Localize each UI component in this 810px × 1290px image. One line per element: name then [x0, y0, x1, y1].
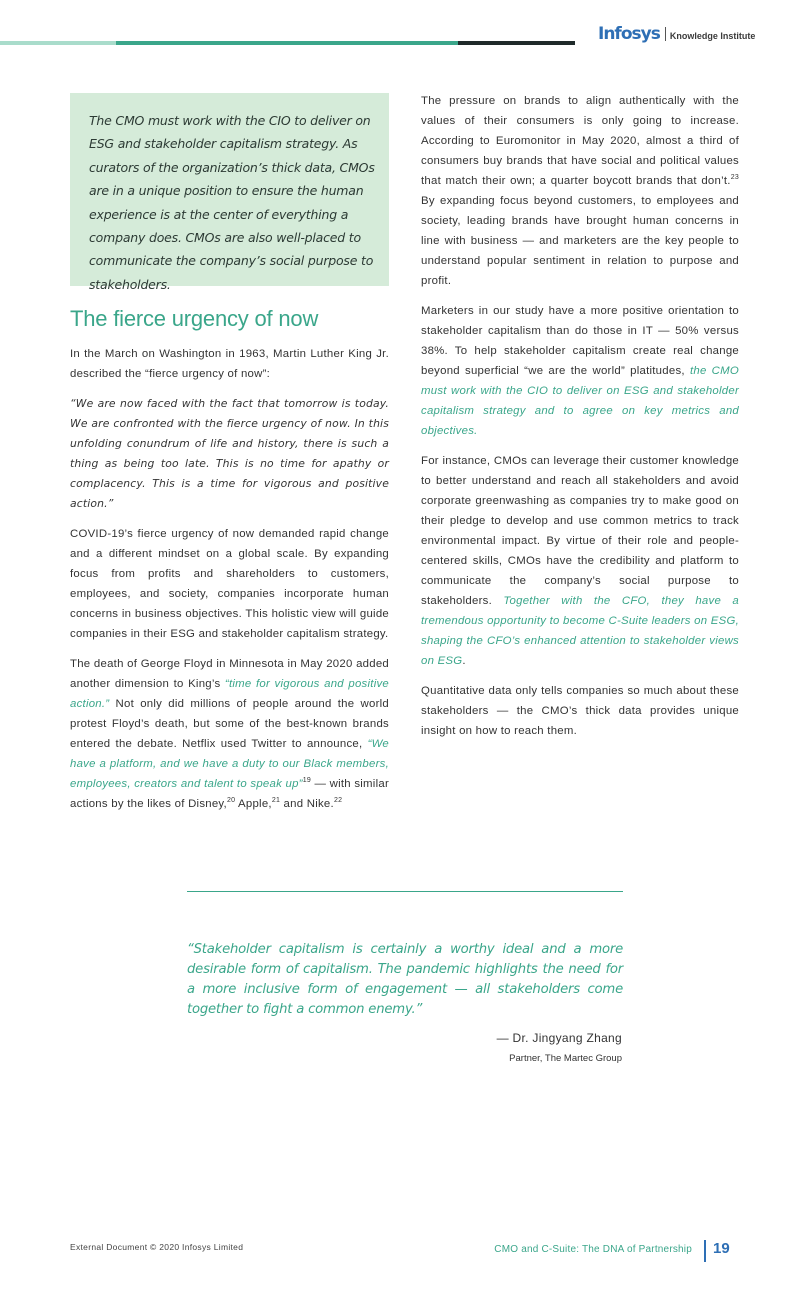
pull-quote-author-role: Partner, The Martec Group [509, 1053, 622, 1064]
left-column [70, 344, 389, 824]
highlight-cmo-cio: the CMO must work with the CIO to deliver on ESG and stakeholder capitalism strategy and to agree on key metrics and objectives. [421, 365, 739, 437]
inline-quote-netflix: “We have a platform, and we have a duty to our Black members, employees, creators and talent to speak up” [70, 738, 389, 790]
paragraph-marketers: Marketers in our study have a more positive orientation to stakeholder capitalism than do those in IT — 50% versus 38%. To help stakeholder capitalism create real change beyond superficial “we are the world” platitudes, the CMO must work with the CIO to deliver on ESG and stakeholder capitalism strategy and to agree on key metrics and objectives. [421, 305, 739, 437]
pull-quote-author: — Dr. Jingyang Zhang [496, 1031, 622, 1045]
highlight-cfo: Together with the CFO, they have a tremendous opportunity to become C-Suite leaders on ESG, shaping the CFO’s enhanced attention to stakeholder views on ESG [421, 595, 739, 667]
brand-header [598, 24, 755, 44]
header-bar-green [116, 41, 458, 45]
footnote-ref: 23 [730, 174, 739, 182]
knowledge-institute-label: Knowledge Institute [669, 31, 756, 41]
footnote-ref: 20 [226, 797, 236, 805]
pull-quote: “Stakeholder capitalism is certainly a worthy ideal and a more desirable form of capitalism. The pandemic highlights the need for a more inclusive form of engagement — all stakeholders come together to fight a common enemy.” [187, 942, 623, 1017]
inline-quote-king: “time for vigorous and positive action.” [70, 678, 389, 710]
footnote-ref: 21 [271, 797, 281, 805]
page-number: 19 [713, 1240, 730, 1257]
pull-quote-rule [187, 891, 623, 892]
infosys-logo: Infosys [598, 24, 660, 44]
brand-divider [665, 27, 666, 41]
header-bar-dark [458, 41, 575, 45]
paragraph-instance: For instance, CMOs can leverage their customer knowledge to better understand and reach all stakeholders and avoid corporate greenwashing as companies try to make good on their pledge to develop and use common metrics to track environmental impact. By virtue of their role and people-centered skills, CMOs have the credibility and platform to communicate the company’s social purpose to stakeholders. Together with the CFO, they have a tremendous opportunity to become C-Suite leaders on ESG, shaping the CFO’s enhanced attention to stakeholder views on ESG. [421, 455, 739, 667]
right-column [421, 91, 739, 751]
king-quote: “We are now faced with the fact that tomorrow is today. We are confronted with the fierce urgency of now. In this unfolding conundrum of life and history, there is such a thing as being too late. This is no time for apathy or complacency. This is a time for vigorous and positive action.” [70, 397, 389, 510]
footer-doc-title: CMO and C-Suite: The DNA of Partnership [494, 1244, 692, 1255]
footnote-ref: 22 [333, 797, 343, 805]
paragraph-quantitative: Quantitative data only tells companies so much about these stakeholders — the CMO’s thick data provides unique insight on how to reach them. [421, 685, 739, 737]
callout-box [70, 93, 389, 292]
paragraph-king-intro: In the March on Washington in 1963, Martin Luther King Jr. described the “fierce urgency of now”: [70, 348, 389, 380]
footer-copyright: External Document © 2020 Infosys Limited [70, 1242, 244, 1252]
paragraph-covid: COVID-19’s fierce urgency of now demanded rapid change and a different mindset on a global scale. By expanding focus from profits and shareholders to customers, employees, and society, companies incorporate human concerns in business objectives. This holistic view will guide companies in their ESG and stakeholder capitalism strategy. [70, 528, 389, 640]
footer-divider [704, 1240, 706, 1262]
callout-text: The CMO must work with the CIO to deliver on ESG and stakeholder capitalism strategy. As curators of the organization’s thick data, CMOs are in a unique position to ensure the human experience is at the center of everything a company does. CMOs are also well-placed to communicate the company’s social purpose to stakeholders. [89, 113, 375, 292]
footnote-ref: 19 [302, 777, 312, 785]
paragraph-floyd: The death of George Floyd in Minnesota in May 2020 added another dimension to King’s “time for vigorous and positive action.” Not only did millions of people around the world protest Floyd’s death, but some of the best-known brands entered the debate. Netflix used Twitter to announce, “We have a platform, and we have a duty to our Black members, employees, creators and talent to speak up”$^{19}$ — with similar actions by the likes of Disney,$^{20}$ Apple,$^{21}$ and Nike.$^{22}$ [70, 658, 389, 810]
section-title: The fierce urgency of now [70, 306, 319, 331]
paragraph-pressure: The pressure on brands to align authentically with the values of their consumers is only going to increase. According to Euromonitor in May 2020, almost a third of consumers buy brands that have social and political values that match their own; a quarter boycott brands that don’t.$^{23}$ By expanding focus beyond customers, to employees and society, leading brands have brought human concerns in line with business — and marketers are the key people to understand popular sentiment in relation to purpose and profit. [421, 95, 739, 287]
header-bar-light [0, 41, 116, 45]
